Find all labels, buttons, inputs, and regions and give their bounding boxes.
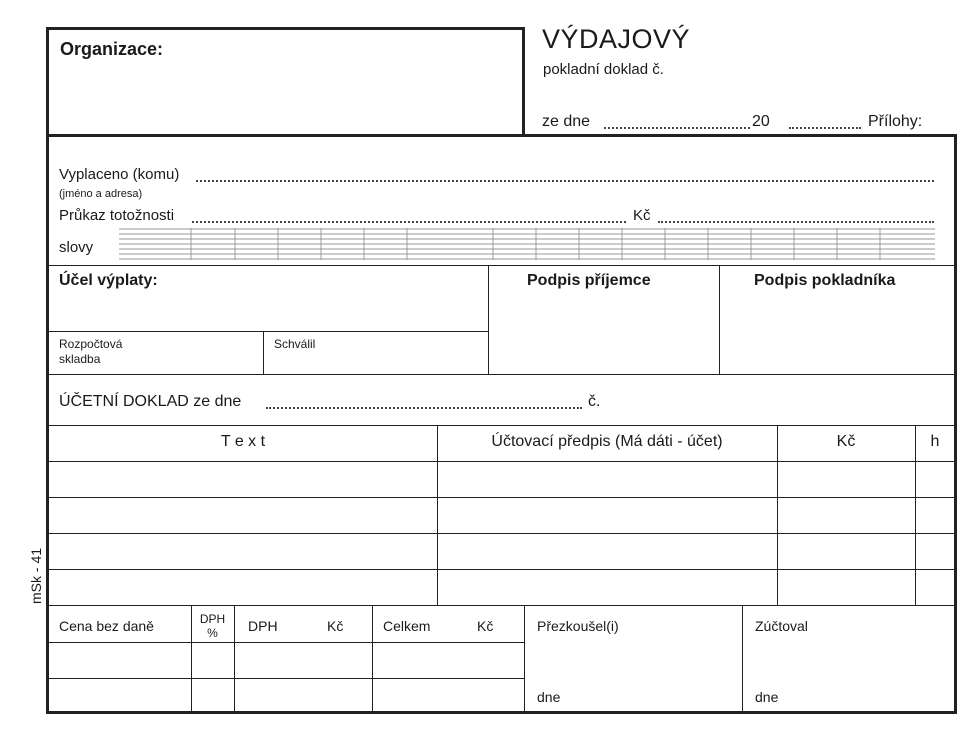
date-prefix-label: ze dne (542, 113, 591, 130)
reviewed-field[interactable] (525, 640, 741, 685)
column-header-hellers: h (930, 433, 940, 450)
attachments-label: Přílohy: (868, 113, 923, 130)
amount-currency-label: Kč (633, 207, 651, 224)
purpose-field[interactable] (50, 295, 486, 329)
recipient-signature-label: Podpis příjemce (527, 272, 651, 289)
purpose-label: Účel výplaty: (59, 272, 158, 289)
amount-dotted-field[interactable] (658, 221, 934, 223)
vat-label: DPH (248, 618, 278, 634)
paid-to-label: Vyplaceno (komu) (59, 166, 180, 183)
reviewed-date-label: dne (537, 689, 561, 705)
date-year-label: 20 (752, 113, 770, 130)
table-row[interactable] (50, 498, 954, 532)
accounting-number-label: č. (588, 393, 601, 410)
form-code: mSk - 41 (28, 547, 44, 604)
divider (49, 265, 955, 266)
vat-currency-label: Kč (327, 618, 344, 634)
approved-label: Schválil (274, 337, 316, 351)
divider (719, 265, 720, 374)
organization-label: Organizace: (60, 39, 164, 59)
divider (49, 425, 955, 426)
vat-amount-field[interactable] (235, 643, 371, 712)
table-row[interactable] (50, 534, 954, 568)
total-currency-label: Kč (477, 618, 494, 634)
posted-field[interactable] (743, 640, 954, 685)
price-excl-vat-label: Cena bez daně (59, 618, 154, 634)
divider (49, 331, 488, 332)
total-label: Celkem (383, 618, 431, 634)
cashier-signature-field[interactable] (721, 295, 953, 372)
column-header-text: T e x t (220, 433, 266, 450)
price-excl-vat-field[interactable] (50, 643, 190, 712)
divider (49, 605, 955, 606)
divider (49, 374, 955, 375)
year-suffix-dotted-field[interactable] (789, 127, 861, 129)
date-dotted-field[interactable] (604, 127, 750, 129)
table-row[interactable] (50, 570, 954, 604)
id-card-label: Průkaz totožnosti (59, 207, 175, 224)
total-amount-field[interactable] (373, 643, 523, 712)
posted-label: Zúčtoval (755, 618, 808, 634)
vat-percent-field[interactable] (192, 643, 233, 712)
amount-in-words-grid[interactable] (119, 228, 935, 260)
vat-percent-label-line1: DPH (199, 612, 226, 626)
accounting-doc-label: ÚČETNÍ DOKLAD ze dne (59, 393, 242, 410)
budget-label-line2: skladba (59, 352, 101, 366)
cashier-signature-label: Podpis pokladníka (754, 272, 896, 289)
accounting-date-dotted-field[interactable] (266, 407, 582, 409)
document-subtitle: pokladní doklad č. (543, 61, 664, 78)
column-header-posting: Účtovací předpis (Má dáti - účet) (491, 433, 723, 450)
divider (263, 331, 264, 374)
column-header-amount: Kč (836, 433, 856, 450)
vat-percent-label-line2: % (207, 626, 218, 640)
id-card-dotted-field[interactable] (192, 221, 626, 223)
posted-date-label: dne (755, 689, 779, 705)
budget-label-line1: Rozpočtová (59, 337, 123, 351)
divider (488, 265, 489, 374)
recipient-signature-field[interactable] (490, 295, 717, 372)
table-row[interactable] (50, 462, 954, 496)
words-label: slovy (59, 239, 94, 256)
paid-to-dotted-field[interactable] (196, 180, 934, 182)
reviewed-label: Přezkoušel(i) (537, 618, 619, 634)
document-title: VÝDAJOVÝ (542, 24, 691, 54)
paid-to-hint: (jméno a adresa) (59, 188, 143, 200)
